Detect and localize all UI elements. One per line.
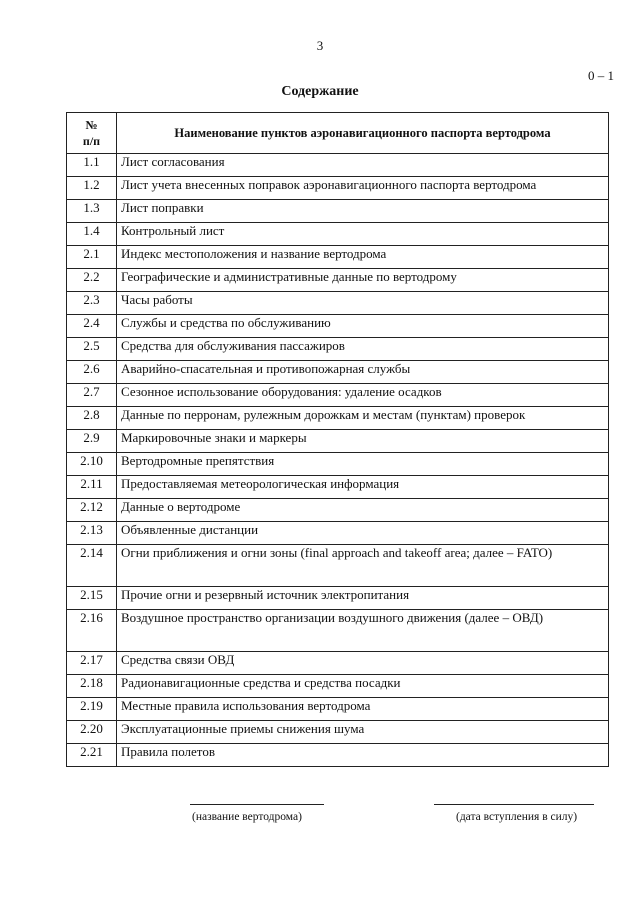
item-number: 2.3 (67, 292, 117, 315)
item-name: Средства для обслуживания пассажиров (117, 338, 609, 361)
table-row (67, 499, 609, 522)
item-name: Данные о вертодроме (117, 499, 609, 522)
table-row (67, 292, 609, 315)
item-number: 2.13 (67, 522, 117, 545)
page-title: Содержание (281, 84, 359, 99)
item-name: Лист согласования (117, 154, 609, 177)
table-row (67, 200, 609, 223)
item-name: Огни приближения и огни зоны (final approach and takeoff area; далее – FATO) (117, 545, 609, 587)
revision-code: 0 – 1 (588, 68, 614, 83)
item-name: Маркировочные знаки и маркеры (117, 430, 609, 453)
item-number: 2.10 (67, 453, 117, 476)
item-name: Радионавигационные средства и средства посадки (117, 675, 609, 698)
table-row (67, 652, 609, 675)
item-number: 2.18 (67, 675, 117, 698)
item-name: Воздушное пространство организации воздушного движения (далее – ОВД) (117, 610, 609, 652)
header-name-cell: Наименование пунктов аэронавигационного паспорта вертодрома (117, 113, 609, 154)
header-number-abbrev: п/п (82, 134, 101, 148)
table-row (67, 315, 609, 338)
item-number: 2.11 (67, 476, 117, 499)
item-name: Контрольный лист (117, 223, 609, 246)
table-row (67, 587, 609, 610)
item-number: 2.17 (67, 652, 117, 675)
item-number: 2.21 (67, 744, 117, 767)
table-row (67, 269, 609, 292)
item-number: 2.6 (67, 361, 117, 384)
item-number: 2.8 (67, 407, 117, 430)
item-number: 2.5 (67, 338, 117, 361)
header-number-cell (67, 113, 117, 154)
item-name: Объявленные дистанции (117, 522, 609, 545)
item-name: Географические и административные данные по вертодрому (117, 269, 609, 292)
table-row (67, 522, 609, 545)
header-number-symbol: № (85, 118, 98, 132)
item-name: Часы работы (117, 292, 609, 315)
item-number: 1.1 (67, 154, 117, 177)
item-name: Средства связи ОВД (117, 652, 609, 675)
table-row (67, 407, 609, 430)
item-name: Аварийно-спасательная и противопожарная службы (117, 361, 609, 384)
page-number: 3 (316, 38, 324, 53)
item-name: Лист поправки (117, 200, 609, 223)
item-name: Предоставляемая метеорологическая информация (117, 476, 609, 499)
item-number: 1.3 (67, 200, 117, 223)
item-name: Индекс местоположения и название вертодрома (117, 246, 609, 269)
effective-date-line (434, 804, 594, 805)
item-name: Правила полетов (117, 744, 609, 767)
table-row (67, 223, 609, 246)
item-name: Местные правила использования вертодрома (117, 698, 609, 721)
item-name: Сезонное использование оборудования: удаление осадков (117, 384, 609, 407)
table-row (67, 246, 609, 269)
table-row (67, 698, 609, 721)
table-row (67, 384, 609, 407)
table-row (67, 453, 609, 476)
item-name: Данные по перронам, рулежным дорожкам и местам (пунктам) проверок (117, 407, 609, 430)
table-row (67, 744, 609, 767)
item-name: Службы и средства по обслуживанию (117, 315, 609, 338)
item-number: 2.20 (67, 721, 117, 744)
item-number: 2.1 (67, 246, 117, 269)
item-number: 2.15 (67, 587, 117, 610)
effective-date-label: (дата вступления в силу) (456, 811, 578, 823)
table-header-row (67, 113, 609, 154)
helipad-name-line (190, 804, 324, 805)
item-name: Лист учета внесенных поправок аэронавигационного паспорта вертодрома (117, 177, 609, 200)
helipad-name-label: (название вертодрома) (192, 811, 302, 823)
item-name: Вертодромные препятствия (117, 453, 609, 476)
table-row (67, 476, 609, 499)
item-number: 2.19 (67, 698, 117, 721)
item-number: 2.14 (67, 545, 117, 587)
contents-table (66, 112, 609, 767)
item-number: 2.9 (67, 430, 117, 453)
item-number: 2.16 (67, 610, 117, 652)
table-row (67, 675, 609, 698)
table-row (67, 610, 609, 652)
table-row (67, 338, 609, 361)
table-row (67, 177, 609, 200)
table-body (67, 154, 609, 767)
item-number: 2.2 (67, 269, 117, 292)
item-number: 1.2 (67, 177, 117, 200)
item-number: 2.7 (67, 384, 117, 407)
item-name: Эксплуатационные приемы снижения шума (117, 721, 609, 744)
item-name: Прочие огни и резервный источник электропитания (117, 587, 609, 610)
item-number: 2.12 (67, 499, 117, 522)
table-row (67, 361, 609, 384)
table-row (67, 721, 609, 744)
item-number: 1.4 (67, 223, 117, 246)
table-row (67, 545, 609, 587)
table-row (67, 154, 609, 177)
item-number: 2.4 (67, 315, 117, 338)
table-row (67, 430, 609, 453)
